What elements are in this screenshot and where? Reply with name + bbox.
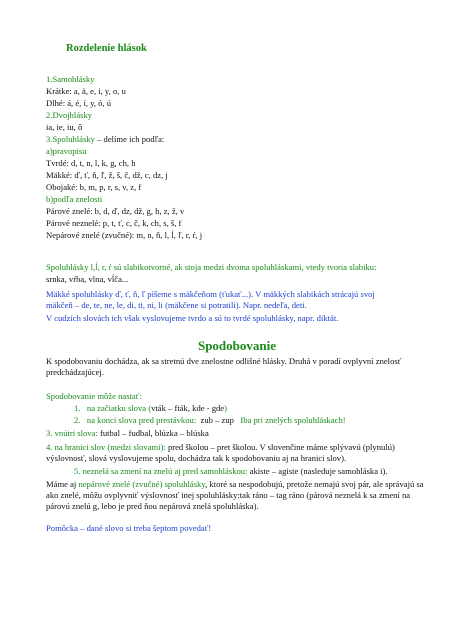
spoluhlasky-heading-label: 3.Spoluhlásky [46,134,95,144]
item-2-note: Iba pri znelých spoluhláskach! [240,415,346,425]
obojake-line: Obojaké: b, m, p, r, s, v, z, f [46,182,142,192]
item-2 [74,415,346,426]
dvojhlasky-heading: 2.Dvojhlásky [46,110,93,120]
item-3 [46,428,209,439]
item-1 [74,403,227,414]
item-4-label: 4. na hranici slov (medzi slovami): [46,442,166,452]
spoluhlasky-heading [46,134,164,145]
spoluhlasky-heading-rest: – delíme ich podľa: [94,134,165,144]
parove-znele-line: Párové znelé: b, d, ď, dz, dž, g, h, z, ž, v [46,206,185,216]
item-1-example: vták – fták, kde - gde [151,403,225,413]
parove-neznele-line: Párové neznelé: p, t, ť, c, č, k, ch, s, š, f [46,218,182,228]
neparove-highlight: nepárové znelé (zvučné) spoluhlásky [78,479,206,489]
znelost-heading: b)podľa znelosti [46,194,103,204]
item-1-label: na začiatku slova ( [86,403,152,413]
dlhe-line: Dlhé: á, é, í, y, ó, ú [46,98,112,108]
samohlasky-heading: 1.Samohlásky [46,74,95,84]
tvrde-line: Tvrdé: d, t, n, l, k, g, ch, h [46,158,136,168]
neparove-text-1: Máme aj [46,479,79,489]
heading-spodobovanie: Spodobovanie [197,338,277,353]
makke-line: Mäkké: ď, ť, ň, ľ, ž, š, č, dž, c, dz, j [46,170,168,180]
item-5-text: akiste – agiste (nasleduje samohláska i). [247,466,388,476]
spodobovanie-intro: K spodobovaniu dochádza, ak sa stretnú dve znelostne odlišné hlásky. Druhá v poradí ovplyvní znelosť predchádzajúcej. [46,356,402,377]
item-4-text: pred školou – pret školou. V slovenčine máme splývavú (plynulú) výslovnosť, slová vyslovujeme spolu, dochádza tak k spodobovaniu aj na hranici slov). [46,442,395,463]
heading-rozdelenie-hlasok: Rozdelenie hlások [66,43,147,54]
makke-note-line2: mäkčeň – de, te, ne, le, di, ti, ni, li (mäkčene si potratili). Napr. nedeľa, deti. [46,300,307,310]
item-2-example: zub – zup [200,415,234,425]
kratke-line: Krátke: a, ä, e, i, y, o, u [46,86,126,96]
item-1-number: 1. [74,403,81,413]
makke-note-line1: Mäkké spoluhlásky ď, ť, ň, ľ píšeme s mäkčeňom (ťukať...). V mäkkých slabikách strácajú svoj [46,289,375,299]
item-2-number: 2. [74,415,81,425]
dvojhlasky-line: ia, ie, iu, ô [46,122,83,132]
nastat-line: Spodobovanie môže nastať: [46,391,142,401]
makke-note-line3: V cudzích slovách ich však vyslovujeme tvrdo a sú to tvrdé spoluhlásky, napr. diktát. [46,313,339,323]
pomocka-line: Pomôcka – dané slovo si treba šeptom povedať! [46,523,212,533]
neparove-line: Nepárové znelé (zvučné): m, n, ň, l, ĺ, ľ, r, ŕ, j [46,230,203,240]
slabikotvorne-examples: srnka, vŕba, vlna, vĺča... [46,274,129,284]
item-3-label: 3. vnútri slova: [46,428,98,438]
item-4 [46,442,436,464]
neparove-text-2: , ktoré sa nespodobujú, pretože nemajú svoj pár, ale správajú sa ako znelé, môžu ovplyvniť výslovnosť inej spoluhlásky:tak ráno – tag ráno (párová neznelá k sa zmení na párovú znelú g, lebo je pred ňou nepárová znelá spoluhláska). [46,479,424,511]
item-1-end: ) [224,403,227,413]
item-3-example: futbal – fudbal, blúzka – blúska [97,428,209,438]
neparove-paragraph [46,479,436,512]
pravopis-heading: a)pravopisu [46,146,87,156]
item-5 [74,466,388,477]
slabikotvorne-rule: Spoluhlásky l,ĺ, r, ŕ sú slabikotvorné, ak stoja medzi dvoma spoluhláskami, vtedy tvoria slabiku: [46,262,377,272]
item-5-label: 5. neznelá sa zmení na znelú aj pred samohláskou: [74,466,248,476]
item-2-label: na konci slova pred prestávkou: [86,415,197,425]
